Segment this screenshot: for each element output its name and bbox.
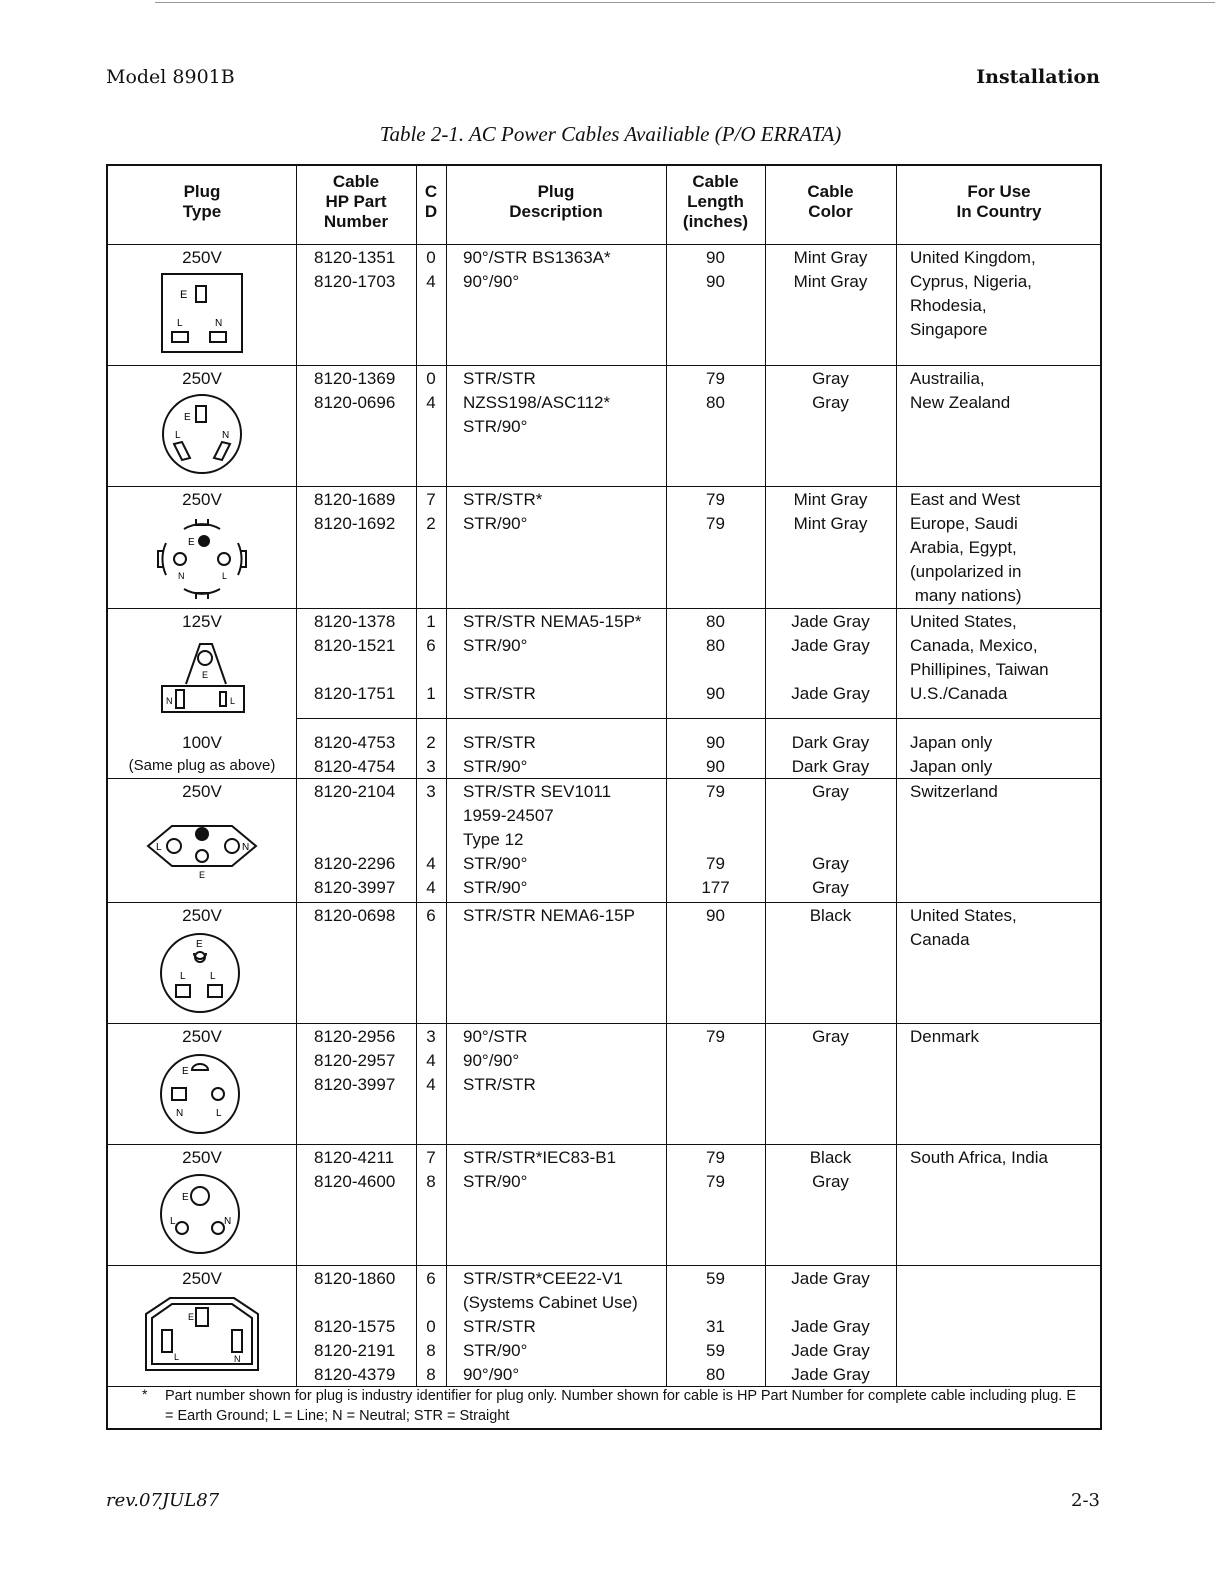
svg-text:N: N [178, 571, 185, 581]
cd-code: 8 [426, 1341, 436, 1360]
cable-length: 59 [706, 1269, 725, 1288]
plug-description: STR/STR*CEE22-V1 [463, 1269, 623, 1288]
plug-voltage: 125V [182, 612, 222, 631]
country: Austrailia, [910, 369, 985, 388]
col-header-cd: C D [424, 182, 438, 221]
plug-description: NZSS198/ASC112* [463, 393, 611, 412]
revision-date: rev.07JUL87 [106, 1490, 220, 1511]
cd-code: 0 [426, 1317, 436, 1336]
cd-code: 6 [426, 636, 436, 655]
plug-description: STR/STR [463, 1317, 536, 1336]
plug-description: (Systems Cabinet Use) [463, 1293, 638, 1312]
country: Canada [910, 930, 970, 949]
part-number: 8120-1369 [314, 369, 396, 388]
cd-code: 4 [426, 393, 436, 412]
plug-description: STR/90° [463, 757, 528, 776]
country: United States, [910, 612, 1017, 631]
part-number: 8120-0696 [314, 393, 396, 412]
part-number: 8120-4211 [314, 1148, 395, 1167]
cable-color: Gray [812, 393, 849, 412]
part-number: 8120-0698 [314, 906, 396, 925]
cable-length: 79 [706, 1172, 725, 1191]
cable-color: Dark Gray [791, 757, 870, 776]
denmark-plug-icon [158, 1052, 242, 1136]
cd-code: 7 [426, 1148, 436, 1167]
plug-description: STR/STR [463, 1075, 536, 1094]
top-rule [155, 2, 1215, 3]
cable-color: Jade Gray [791, 1365, 870, 1384]
plug-description: STR/90° [463, 1341, 528, 1360]
svg-text:L: L [156, 842, 162, 853]
cable-color: Jade Gray [791, 636, 870, 655]
cd-code: 4 [426, 272, 436, 291]
cd-code: 4 [426, 1051, 436, 1070]
cd-code: 0 [426, 369, 436, 388]
cable-length: 79 [706, 490, 725, 509]
cable-length: 90 [706, 248, 725, 267]
iec-c14-plug-icon [142, 1294, 262, 1374]
svg-text:L: L [174, 1352, 180, 1362]
country: Japan only [910, 757, 993, 776]
country: Arabia, Egypt, [910, 538, 1017, 557]
plug-description: STR/90° [463, 417, 528, 436]
plug-description: STR/90° [463, 878, 528, 897]
plug-voltage: 250V [182, 906, 222, 925]
country: Rhodesia, [910, 296, 987, 315]
part-number: 8120-1689 [314, 490, 396, 509]
cd-code: 6 [426, 906, 436, 925]
plug-description: STR/STR SEV1011 [463, 782, 612, 801]
cable-color: Jade Gray [791, 612, 870, 631]
col-header-description: Plug Description [509, 182, 603, 221]
plug-description: STR/90° [463, 514, 528, 533]
svg-text:L: L [180, 971, 186, 982]
cable-color: Mint Gray [793, 248, 868, 267]
plug-voltage: 100V [182, 733, 222, 752]
svg-text:E: E [202, 670, 209, 680]
col-header-country: For Use In Country [956, 182, 1042, 221]
plug-description: STR/STR NEMA6-15P [463, 906, 635, 925]
plug-voltage: 250V [182, 490, 222, 509]
part-number: 8120-1692 [314, 514, 396, 533]
country: Japan only [910, 733, 993, 752]
cable-color: Gray [812, 1027, 849, 1046]
cd-code: 0 [426, 248, 436, 267]
cable-color: Gray [812, 369, 849, 388]
svg-text:E: E [182, 1192, 189, 1203]
cable-length: 80 [706, 393, 725, 412]
part-number: 8120-3997 [314, 1075, 396, 1094]
plug-voltage: 250V [182, 369, 222, 388]
part-number: 8120-1378 [314, 612, 396, 631]
svg-text:L: L [216, 1108, 222, 1119]
cable-length: 90 [706, 684, 725, 703]
cd-code: 2 [426, 733, 436, 752]
svg-text:E: E [196, 939, 203, 950]
cable-color: Jade Gray [791, 1341, 870, 1360]
part-number: 8120-2296 [314, 854, 396, 873]
cable-color: Mint Gray [793, 272, 868, 291]
country: Europe, Saudi [910, 514, 1018, 533]
cable-length: 79 [706, 854, 725, 873]
plug-description: 90°/STR BS1363A* [463, 248, 611, 267]
country: Denmark [910, 1027, 979, 1046]
plug-voltage: 250V [182, 1027, 222, 1046]
part-number: 8120-2104 [314, 782, 396, 801]
cable-length: 177 [701, 878, 730, 897]
country: New Zealand [910, 393, 1011, 412]
plug-description: 90°/90° [463, 1051, 520, 1070]
cable-length: 80 [706, 1365, 725, 1384]
part-number: 8120-4753 [314, 733, 396, 752]
part-number: 8120-3997 [314, 878, 396, 897]
south-africa-plug-icon [158, 1172, 242, 1256]
part-number: 8120-1703 [314, 272, 396, 291]
svg-text:L: L [210, 971, 216, 982]
swiss-plug-icon [144, 816, 260, 882]
svg-text:E: E [188, 537, 195, 548]
ac-power-cables-table [106, 164, 1102, 1430]
cable-length: 79 [706, 369, 725, 388]
table-caption: Table 2-1. AC Power Cables Availiable (P/O ERRATA) [379, 122, 842, 146]
plug-voltage: 250V [182, 1269, 222, 1288]
country: United States, [910, 906, 1017, 925]
cd-code: 8 [426, 1365, 436, 1384]
cable-color: Black [809, 906, 852, 925]
plug-description: STR/STR*IEC83-B1 [463, 1148, 617, 1167]
svg-text:N: N [176, 1108, 184, 1119]
svg-text:L: L [230, 696, 236, 706]
svg-text:E: E [188, 1312, 195, 1322]
nema6-15-plug-icon [158, 931, 242, 1015]
plug-voltage: 250V [182, 1148, 222, 1167]
page-number: 2-3 [1071, 1490, 1100, 1511]
plug-description: STR/90° [463, 1172, 528, 1191]
cd-code: 4 [426, 854, 436, 873]
cable-length: 79 [706, 514, 725, 533]
part-number: 8120-1575 [314, 1317, 396, 1336]
country: United Kingdom, [910, 248, 1036, 267]
part-number: 8120-1521 [314, 636, 396, 655]
plug-description: Type 12 [463, 830, 524, 849]
cd-code: 7 [426, 490, 436, 509]
plug-description: STR/STR [463, 733, 536, 752]
cable-color: Dark Gray [791, 733, 870, 752]
svg-text:N: N [166, 696, 173, 706]
plug-description: STR/STR [463, 369, 536, 388]
svg-text:E: E [199, 870, 206, 880]
cable-length: 80 [706, 636, 725, 655]
cable-length: 79 [706, 782, 725, 801]
cable-length: 80 [706, 612, 725, 631]
cd-code: 4 [426, 1075, 436, 1094]
country: many nations) [910, 586, 1022, 605]
part-number: 8120-4754 [314, 757, 396, 776]
svg-text:E: E [184, 412, 191, 423]
cable-color: Jade Gray [791, 684, 870, 703]
cable-color: Jade Gray [791, 1269, 870, 1288]
cable-length: 90 [706, 757, 725, 776]
svg-text:N: N [242, 842, 250, 853]
col-header-length: Cable Length (inches) [682, 172, 749, 231]
plug-description: 90°/90° [463, 1365, 520, 1384]
country: Phillipines, Taiwan [910, 660, 1049, 679]
svg-text:L: L [177, 318, 183, 329]
cable-length: 90 [706, 906, 725, 925]
part-number: 8120-2957 [314, 1051, 396, 1070]
plug-description: STR/STR NEMA5-15P* [463, 612, 642, 631]
plug-description: 1959-24507 [463, 806, 554, 825]
country: Cyprus, Nigeria, [910, 272, 1032, 291]
part-number: 8120-4600 [314, 1172, 396, 1191]
header-section: Installation [976, 66, 1100, 88]
cable-length: 31 [706, 1317, 725, 1336]
cable-length: 90 [706, 272, 725, 291]
part-number: 8120-1751 [314, 684, 396, 703]
svg-text:N: N [222, 430, 230, 441]
svg-text:N: N [215, 318, 223, 329]
part-number: 8120-2956 [314, 1027, 396, 1046]
part-number: 8120-1351 [314, 248, 396, 267]
plug-description: STR/STR [463, 684, 536, 703]
country: East and West [910, 490, 1021, 509]
cable-length: 59 [706, 1341, 725, 1360]
col-header-part-number: Cable HP Part Number [323, 172, 389, 231]
plug-description: 90°/STR [463, 1027, 528, 1046]
cable-color: Gray [812, 1172, 849, 1191]
svg-text:N: N [224, 1216, 232, 1227]
svg-text:L: L [175, 430, 181, 441]
plug-description: STR/STR* [463, 490, 543, 509]
footnote-text: Part number shown for plug is industry identifier for plug only. Number shown for cable is HP Part Number for complete cable including plug. E = Earth Ground; L = Line; N = Neutral; STR = Straight [165, 1388, 1076, 1424]
plug-description: STR/90° [463, 636, 528, 655]
plug-voltage-note: (Same plug as above) [128, 757, 276, 774]
country: U.S./Canada [910, 684, 1008, 703]
cable-length: 90 [706, 733, 725, 752]
col-header-plug-type: Plug Type [182, 182, 222, 221]
cable-color: Mint Gray [793, 514, 868, 533]
country: Singapore [910, 320, 988, 339]
cd-code: 4 [426, 878, 436, 897]
footnote-marker: * [142, 1386, 148, 1402]
cd-code: 3 [426, 1027, 436, 1046]
cable-color: Gray [812, 878, 849, 897]
plug-voltage: 250V [182, 782, 222, 801]
svg-text:L: L [170, 1216, 176, 1227]
svg-text:E: E [182, 1066, 189, 1077]
cable-length: 79 [706, 1027, 725, 1046]
schuko-plug-icon [154, 513, 250, 605]
cable-color: Gray [812, 782, 849, 801]
cd-code: 1 [426, 684, 436, 703]
svg-text:E: E [180, 289, 188, 301]
cable-length: 79 [706, 1148, 725, 1167]
cable-color: Jade Gray [791, 1317, 870, 1336]
country: South Africa, India [910, 1148, 1048, 1167]
header-model: Model 8901B [106, 66, 235, 88]
svg-text:L: L [222, 571, 228, 581]
cd-code: 1 [426, 612, 436, 631]
cd-code: 8 [426, 1172, 436, 1191]
part-number: 8120-4379 [314, 1365, 396, 1384]
col-header-color: Cable Color [807, 182, 854, 221]
cd-code: 3 [426, 782, 436, 801]
australia-plug-icon [160, 392, 244, 476]
plug-description: STR/90° [463, 854, 528, 873]
part-number: 8120-1860 [314, 1269, 396, 1288]
cable-color: Mint Gray [793, 490, 868, 509]
cd-code: 2 [426, 514, 436, 533]
nema5-15-plug-icon [158, 636, 248, 720]
country: Canada, Mexico, [910, 636, 1038, 655]
part-number: 8120-2191 [314, 1341, 396, 1360]
cd-code: 3 [426, 757, 436, 776]
country: (unpolarized in [910, 562, 1022, 581]
svg-text:N: N [234, 1354, 241, 1364]
bs1363-plug-icon [160, 272, 244, 354]
plug-voltage: 250V [182, 248, 222, 267]
cd-code: 6 [426, 1269, 436, 1288]
plug-description: 90°/90° [463, 272, 520, 291]
country: Switzerland [910, 782, 998, 801]
cable-color: Gray [812, 854, 849, 873]
cable-color: Black [809, 1148, 852, 1167]
